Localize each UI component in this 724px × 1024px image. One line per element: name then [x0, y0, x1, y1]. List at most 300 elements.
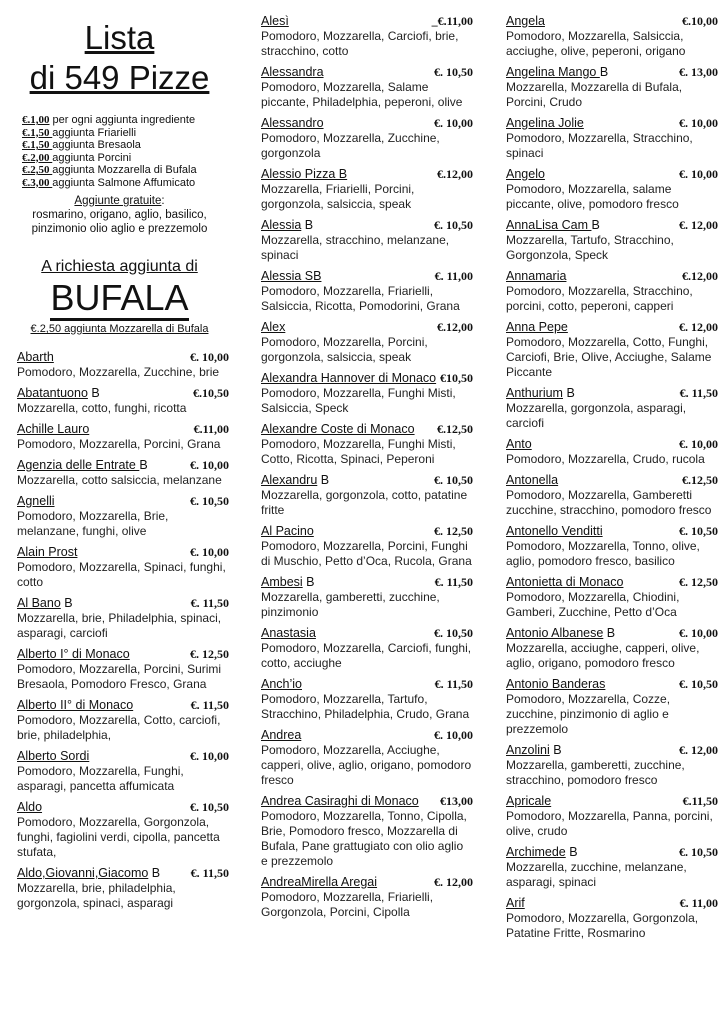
- pizza-price: €. 12,00: [434, 875, 473, 889]
- pizza-entry: [506, 218, 718, 263]
- pizza-name: Alessia: [261, 218, 302, 232]
- pizza-name-wrap: [506, 575, 623, 590]
- pizza-name-wrap: [17, 545, 77, 560]
- addon-price: €.2,00: [22, 151, 53, 164]
- pizza-price: €. 10,00: [190, 350, 229, 364]
- pizza-price: €. 12,50: [434, 524, 473, 538]
- pizza-entry: [506, 575, 718, 620]
- free-addons-colon: :: [161, 195, 165, 207]
- pizza-ingredients: Pomodoro, Mozzarella, Porcini, Grana: [17, 437, 221, 451]
- pizza-header: [506, 386, 718, 401]
- pizza-header: [261, 875, 473, 890]
- pizza-name: Agenzia delle Entrate: [17, 458, 140, 472]
- pizza-price: €. 10,50: [434, 65, 473, 79]
- pizza-price: €. 10,50: [190, 494, 229, 508]
- pizza-price: €. 10,00: [190, 749, 229, 763]
- pizza-header: [17, 422, 229, 437]
- pizza-name-wrap: [17, 350, 54, 365]
- pizza-ingredients: Pomodoro, Mozzarella, Funghi Misti, Salsiccia, Speck: [261, 386, 456, 415]
- pizza-entry: [17, 386, 229, 416]
- pizza-name-wrap: [506, 524, 603, 539]
- pizza-ingredients: Pomodoro, Mozzarella, Cozze, zucchine, pinzimonio di aglio e prezzemolo: [506, 692, 671, 736]
- pizza-price: €.12,00: [437, 167, 473, 181]
- addon-row: [22, 152, 227, 165]
- pizza-name-wrap: [261, 524, 314, 539]
- pizza-header: [506, 575, 718, 590]
- pizza-price: €. 10,50: [679, 845, 718, 859]
- pizza-header: [506, 473, 718, 488]
- pizza-header: [506, 218, 718, 233]
- free-addons: [12, 194, 227, 236]
- pizza-price: €.12,00: [437, 320, 473, 334]
- pizza-price: €. 10,50: [434, 626, 473, 640]
- pizza-price: €. 12,00: [679, 218, 718, 232]
- pizza-entry: [17, 647, 229, 692]
- pizza-price: €.11,00: [193, 422, 229, 436]
- pizza-entry: [261, 371, 473, 416]
- pizza-name: Annamaria: [506, 269, 567, 283]
- pizza-entry: [506, 437, 718, 467]
- pizza-name-wrap: [17, 749, 89, 764]
- pizza-price: €. 11,50: [434, 677, 473, 691]
- addon-price-list: [12, 114, 227, 189]
- addon-price: €.2,50: [22, 164, 53, 176]
- pizza-name: Alessio Pizza B: [261, 167, 348, 181]
- pizza-header: [17, 494, 229, 509]
- pizza-price: €. 12,50: [679, 575, 718, 589]
- pizza-name-wrap: [506, 320, 568, 335]
- pizza-ingredients: Mozzarella, cotto salsiccia, melanzane: [17, 473, 222, 487]
- pizza-ingredients: Pomodoro, Mozzarella, Tonno, Cipolla, Brie, Pomodoro fresco, Mozzarella di Bufala, Pane grattugiato con olio aglio e prezzemolo: [261, 809, 467, 868]
- pizza-header: [17, 866, 229, 881]
- pizza-name: Alberto Sordi: [17, 749, 90, 763]
- pizza-name: Alain Prost: [17, 545, 78, 559]
- pizza-price: €. 12,00: [679, 743, 718, 757]
- pizza-header: [17, 350, 229, 365]
- pizza-ingredients: Pomodoro, Mozzarella, Tartufo, Stracchino, Philadelphia, Crudo, Grana: [261, 692, 470, 721]
- pizza-entry: [506, 14, 718, 59]
- pizza-entry: [506, 743, 718, 788]
- pizza-header: [506, 626, 718, 641]
- pizza-header: [261, 218, 473, 233]
- pizza-header: [261, 116, 473, 131]
- pizza-name-wrap: [261, 167, 347, 182]
- pizza-header: [261, 794, 473, 809]
- pizza-header: [17, 386, 229, 401]
- pizza-entry: [17, 596, 229, 641]
- pizza-ingredients: Pomodoro, Mozzarella, Cotto, Funghi, Carciofi, Brie, Olive, Acciughe, Salame Piccante: [506, 335, 712, 379]
- pizza-entry: [261, 65, 473, 110]
- pizza-header: [261, 728, 473, 743]
- pizza-name-wrap: [506, 677, 605, 692]
- pizza-header: [17, 647, 229, 662]
- pizza-name-wrap: [506, 269, 566, 284]
- pizza-entry: [506, 320, 718, 380]
- addon-text: aggiunta Porcini: [52, 151, 132, 164]
- pizza-price: €. 11,50: [190, 866, 229, 880]
- addon-row: [22, 127, 227, 140]
- pizza-ingredients: Pomodoro, Mozzarella, Salame piccante, Philadelphia, peperoni, olive: [261, 80, 463, 109]
- pizza-ingredients: Pomodoro, Mozzarella, Porcini, Surimi Bresaola, Pomodoro Fresco, Grana: [17, 662, 222, 691]
- pizza-header: [261, 473, 473, 488]
- pizza-price: €. 10,00: [679, 437, 718, 451]
- pizza-header: [506, 896, 718, 911]
- pizza-entry: [261, 269, 473, 314]
- pizza-entry: [506, 167, 718, 212]
- pizza-name-wrap: [261, 218, 313, 233]
- pizza-entry: [261, 575, 473, 620]
- pizza-suffix: B: [549, 743, 562, 757]
- pizza-entry: [261, 218, 473, 263]
- pizza-header: [17, 545, 229, 560]
- pizza-ingredients: Pomodoro, Mozzarella, Zucchine, gorgonzola: [261, 131, 440, 160]
- pizza-price: €. 11,00: [434, 269, 473, 283]
- pizza-price: €.10,00: [682, 14, 718, 28]
- pizza-price: €13,00: [440, 794, 473, 808]
- pizza-name-wrap: [261, 65, 324, 80]
- pizza-price: €. 10,00: [434, 728, 473, 742]
- pizza-ingredients: Pomodoro, Mozzarella, salame piccante, olive, pomodoro fresco: [506, 182, 679, 211]
- pizza-header: [506, 677, 718, 692]
- pizza-name: Anthurium: [506, 386, 563, 400]
- pizza-name: Alberto II° di Monaco: [17, 698, 134, 712]
- addon-text: aggiunta Mozzarella di Bufala: [52, 164, 197, 176]
- bufala-heading: BUFALA: [50, 278, 188, 321]
- pizza-suffix: B: [317, 473, 330, 487]
- pizza-entry: [506, 386, 718, 431]
- addon-row: [22, 177, 227, 190]
- pizza-header: [17, 596, 229, 611]
- pizza-ingredients: Pomodoro, Mozzarella, Crudo, rucola: [506, 452, 705, 466]
- pizza-name: Antonella: [506, 473, 559, 487]
- pizza-entry: [261, 167, 473, 212]
- pizza-ingredients: Mozzarella, zucchine, melanzane, asparagi, spinaci: [506, 860, 687, 889]
- menu-column-2: [261, 14, 473, 926]
- pizza-price: €. 13,00: [679, 65, 718, 79]
- pizza-name-wrap: [17, 386, 100, 401]
- pizza-entry: [261, 116, 473, 161]
- pizza-name: Al Pacino: [261, 524, 314, 538]
- pizza-name: Anna Pepe: [506, 320, 568, 334]
- pizza-name: Ambesi: [261, 575, 303, 589]
- pizza-name-wrap: [506, 626, 615, 641]
- pizza-name: Aldo: [17, 800, 43, 814]
- pizza-price: €. 11,50: [679, 386, 718, 400]
- pizza-name: Angelina Mango: [506, 65, 600, 79]
- pizza-name-wrap: [506, 896, 525, 911]
- pizza-name-wrap: [506, 116, 584, 131]
- addon-price: €.3,00: [22, 176, 53, 189]
- pizza-price: _€.11,00: [431, 14, 473, 28]
- pizza-name: Alexandru: [261, 473, 318, 487]
- pizza-suffix: B: [599, 65, 609, 79]
- pizza-name: Alessia SB: [261, 269, 322, 283]
- pizza-name-wrap: [261, 473, 329, 488]
- pizza-name-wrap: [506, 845, 578, 860]
- pizza-name: Alberto I° di Monaco: [17, 647, 130, 661]
- pizza-name-wrap: [261, 422, 415, 437]
- pizza-entry: [261, 473, 473, 518]
- pizza-name: Anto: [506, 437, 532, 451]
- pizza-name: Antonio Banderas: [506, 677, 606, 691]
- pizza-name: Alex: [261, 320, 286, 334]
- pizza-name-wrap: [506, 473, 558, 488]
- pizza-entry: [261, 794, 473, 869]
- pizza-header: [261, 65, 473, 80]
- pizza-price: €.11,50: [682, 794, 718, 808]
- pizza-header: [17, 749, 229, 764]
- pizza-header: [506, 65, 718, 80]
- pizza-name: Alesì: [261, 14, 289, 28]
- bufala-note: €.2,50 aggiunta Mozzarella di Bufala: [30, 323, 209, 335]
- pizza-price: €. 10,50: [679, 677, 718, 691]
- title-line-1: Lista: [84, 19, 155, 56]
- pizza-ingredients: Mozzarella, cotto, funghi, ricotta: [17, 401, 187, 415]
- pizza-price: €.12,50: [437, 422, 473, 436]
- title-line-2: di 549 Pizze: [29, 59, 210, 96]
- pizza-name: Andrea Casiraghi di Monaco: [261, 794, 419, 808]
- pizza-entry: [506, 269, 718, 314]
- pizza-ingredients: Pomodoro, Mozzarella, Gamberetti zucchine, stracchino, pomodoro fresco: [506, 488, 712, 517]
- pizza-ingredients: Pomodoro, Mozzarella, Gorgonzola, funghi, fagiolini verdi, cipolla, pancetta stufata,: [17, 815, 220, 859]
- pizza-entry: [17, 866, 229, 911]
- pizza-name: Aldo,Giovanni,Giacomo: [17, 866, 149, 880]
- pizza-price: €. 11,00: [679, 896, 718, 910]
- pizza-entry: [506, 116, 718, 161]
- pizza-ingredients: Mozzarella, Mozzarella di Bufala, Porcini, Crudo: [506, 80, 683, 109]
- pizza-name-wrap: [506, 14, 545, 29]
- pizza-price: €. 10,00: [679, 626, 718, 640]
- pizza-ingredients: Pomodoro, Mozzarella, Porcini, gorgonzola, salsiccia, speak: [261, 335, 428, 364]
- pizza-name: Angela: [506, 14, 545, 28]
- pizza-name: Abarth: [17, 350, 54, 364]
- pizza-ingredients: Pomodoro, Mozzarella, Gorgonzola, Patatine Fritte, Rosmarino: [506, 911, 699, 940]
- pizza-ingredients: Pomodoro, Mozzarella, Acciughe, capperi, olive, aglio, origano, pomodoro fresco: [261, 743, 472, 787]
- pizza-name-wrap: [506, 167, 545, 182]
- pizza-price: €. 10,50: [434, 218, 473, 232]
- pizza-name-wrap: [261, 794, 419, 809]
- pizza-suffix: B: [565, 845, 578, 859]
- pizza-entry: [261, 524, 473, 569]
- pizza-name: Al Bano: [17, 596, 61, 610]
- pizza-price: €. 11,50: [434, 575, 473, 589]
- pizza-entry: [17, 458, 229, 488]
- addon-price: €.1,00: [22, 114, 50, 126]
- pizza-header: [261, 167, 473, 182]
- addon-row: [22, 164, 227, 177]
- pizza-header: [261, 269, 473, 284]
- pizza-entry: [17, 749, 229, 794]
- addon-row: [22, 114, 227, 127]
- pizza-ingredients: Mozzarella, gamberetti, zucchine, pinzimonio: [261, 590, 440, 619]
- pizza-ingredients: Mozzarella, brie, philadelphia, gorgonzola, spinaci, asparagi: [17, 881, 176, 910]
- pizza-name-wrap: [17, 458, 148, 473]
- pizza-ingredients: Pomodoro, Mozzarella, Stracchino, porcini, cotto, peperoni, capperi: [506, 284, 693, 313]
- pizza-ingredients: Pomodoro, Mozzarella, Carciofi, funghi, cotto, acciughe: [261, 641, 472, 670]
- pizza-name-wrap: [261, 14, 289, 29]
- pizza-name-wrap: [17, 698, 133, 713]
- pizza-header: [506, 524, 718, 539]
- pizza-entry: [261, 320, 473, 365]
- pizza-ingredients: Mozzarella, stracchino, melanzane, spinaci: [261, 233, 450, 262]
- pizza-header: [261, 320, 473, 335]
- pizza-name: Anzolini: [506, 743, 550, 757]
- pizza-price: €. 12,00: [679, 320, 718, 334]
- pizza-entry: [17, 494, 229, 539]
- pizza-ingredients: Mozzarella, Friarielli, Porcini, gorgonzola, salsiccia, speak: [261, 182, 415, 211]
- pizza-header: [506, 794, 718, 809]
- pizza-name-wrap: [17, 422, 89, 437]
- pizza-name-wrap: [506, 437, 532, 452]
- pizza-entry: [17, 350, 229, 380]
- addon-text: per ogni aggiunta ingrediente: [49, 114, 196, 126]
- pizza-header: [506, 14, 718, 29]
- pizza-header: [506, 269, 718, 284]
- pizza-ingredients: Mozzarella, acciughe, capperi, olive, aglio, origano, pomodoro fresco: [506, 641, 700, 670]
- pizza-header: [17, 800, 229, 815]
- pizza-name-wrap: [261, 626, 316, 641]
- addon-price: €.1,50: [22, 139, 53, 151]
- pizza-price: €. 12,50: [190, 647, 229, 661]
- pizza-price: €. 11,50: [190, 698, 229, 712]
- pizza-name-wrap: [506, 65, 608, 80]
- pizza-name: Antonietta di Monaco: [506, 575, 624, 589]
- pizza-name-wrap: [506, 386, 575, 401]
- pizza-header: [506, 845, 718, 860]
- pizza-price: €.10,50: [193, 386, 229, 400]
- pizza-header: [261, 422, 473, 437]
- pizza-name-wrap: [261, 575, 315, 590]
- pizza-price: €.12,50: [682, 473, 718, 487]
- pizza-price: €. 11,50: [190, 596, 229, 610]
- pizza-name-wrap: [506, 743, 562, 758]
- pizza-name: Arif: [506, 896, 525, 910]
- pizza-entry: [506, 845, 718, 890]
- pizza-price: €. 10,00: [190, 458, 229, 472]
- pizza-ingredients: Mozzarella, gorgonzola, asparagi, carciofi: [506, 401, 687, 430]
- pizza-name-wrap: [17, 866, 160, 881]
- pizza-name: Anch’io: [261, 677, 302, 691]
- pizza-ingredients: Mozzarella, gorgonzola, cotto, patatine fritte: [261, 488, 468, 517]
- menu-header: [12, 18, 227, 335]
- pizza-entry: [17, 545, 229, 590]
- pizza-ingredients: Mozzarella, gamberetti, zucchine, stracchino, pomodoro fresco: [506, 758, 685, 787]
- pizza-entry: [506, 896, 718, 941]
- menu-column-3: [506, 14, 718, 947]
- pizza-name-wrap: [261, 269, 321, 284]
- pizza-header: [506, 116, 718, 131]
- pizza-entry: [506, 794, 718, 839]
- pizza-header: [261, 626, 473, 641]
- pizza-name-wrap: [261, 875, 377, 890]
- free-addons-items-1: rosmarino, origano, aglio, basilico,: [32, 209, 207, 221]
- pizza-name-wrap: [261, 371, 436, 386]
- pizza-ingredients: Pomodoro, Mozzarella, Zucchine, brie: [17, 365, 220, 379]
- pizza-price: €. 10,50: [679, 524, 718, 538]
- request-label: A richiesta aggiunta di: [41, 258, 198, 275]
- pizza-ingredients: Pomodoro, Mozzarella, Salsiccia, acciughe, olive, peperoni, origano: [506, 29, 686, 58]
- pizza-entry: [17, 800, 229, 860]
- pizza-name: AndreaMirella Aregai: [261, 875, 378, 889]
- pizza-header: [506, 743, 718, 758]
- pizza-suffix: B: [301, 218, 314, 232]
- pizza-entry: [261, 14, 473, 59]
- pizza-name: Archimede: [506, 845, 566, 859]
- pizza-suffix: B: [591, 218, 600, 232]
- pizza-header: [261, 371, 473, 386]
- pizza-name-wrap: [17, 800, 42, 815]
- menu-column-1: [17, 350, 229, 917]
- pizza-name-wrap: [261, 116, 324, 131]
- pizza-name-wrap: [17, 647, 130, 662]
- pizza-entry: [261, 626, 473, 671]
- pizza-suffix: B: [603, 626, 616, 640]
- pizza-name: Apricale: [506, 794, 552, 808]
- pizza-name: Alessandro: [261, 116, 324, 130]
- pizza-header: [261, 575, 473, 590]
- pizza-entry: [261, 728, 473, 788]
- pizza-name: Antonio Albanese: [506, 626, 604, 640]
- pizza-header: [17, 458, 229, 473]
- pizza-header: [506, 320, 718, 335]
- pizza-entry: [506, 473, 718, 518]
- pizza-entry: [17, 422, 229, 452]
- pizza-name: Angelina Jolie: [506, 116, 584, 130]
- pizza-price: €. 10,00: [190, 545, 229, 559]
- pizza-entry: [506, 65, 718, 110]
- pizza-ingredients: Pomodoro, Mozzarella, Friarielli, Gorgonzola, Porcini, Cipolla: [261, 890, 434, 919]
- pizza-entry: [261, 422, 473, 467]
- free-addons-title: Aggiunte gratuite: [74, 195, 162, 207]
- pizza-header: [261, 677, 473, 692]
- pizza-header: [17, 698, 229, 713]
- pizza-price: €10,50: [440, 371, 473, 385]
- pizza-ingredients: Pomodoro, Mozzarella, Funghi Misti, Cotto, Ricotta, Spinaci, Peperoni: [261, 437, 456, 466]
- pizza-name-wrap: [506, 794, 551, 809]
- pizza-entry: [506, 677, 718, 737]
- addon-row: [22, 139, 227, 152]
- pizza-header: [506, 437, 718, 452]
- pizza-name: Angelo: [506, 167, 545, 181]
- pizza-name-wrap: [261, 320, 285, 335]
- pizza-ingredients: Pomodoro, Mozzarella, Porcini, Funghi di Muschio, Petto d’Oca, Rucola, Grana: [261, 539, 472, 568]
- pizza-name-wrap: [17, 494, 55, 509]
- pizza-ingredients: Pomodoro, Mozzarella, Tonno, olive, aglio, pomodoro fresco, basilico: [506, 539, 700, 568]
- pizza-name: Abatantuono: [17, 386, 88, 400]
- pizza-name: Andrea: [261, 728, 302, 742]
- pizza-name: Alexandra Hannover di Monaco: [261, 371, 437, 385]
- pizza-ingredients: Pomodoro, Mozzarella, Spinaci, funghi, cotto: [17, 560, 226, 589]
- pizza-name: Antonello Venditti: [506, 524, 603, 538]
- pizza-suffix: B: [302, 575, 315, 589]
- pizza-ingredients: Pomodoro, Mozzarella, Funghi, asparagi, pancetta affumicata: [17, 764, 184, 793]
- pizza-ingredients: Pomodoro, Mozzarella, Stracchino, spinaci: [506, 131, 693, 160]
- pizza-suffix: B: [148, 866, 161, 880]
- pizza-ingredients: Pomodoro, Mozzarella, Brie, melanzane, funghi, olive: [17, 509, 169, 538]
- pizza-name: Achille Lauro: [17, 422, 90, 436]
- pizza-suffix: B: [60, 596, 73, 610]
- pizza-suffix: B: [139, 458, 148, 472]
- addon-text: aggiunta Friarielli: [52, 126, 137, 139]
- pizza-name-wrap: [17, 596, 73, 611]
- pizza-entry: [17, 698, 229, 743]
- pizza-entry: [261, 677, 473, 722]
- pizza-ingredients: Pomodoro, Mozzarella, Chiodini, Gamberi, Zucchine, Petto d’Oca: [506, 590, 680, 619]
- pizza-price: €. 10,00: [679, 116, 718, 130]
- addon-text: aggiunta Bresaola: [52, 139, 141, 151]
- pizza-header: [261, 14, 473, 29]
- pizza-name: AnnaLisa Cam: [506, 218, 592, 232]
